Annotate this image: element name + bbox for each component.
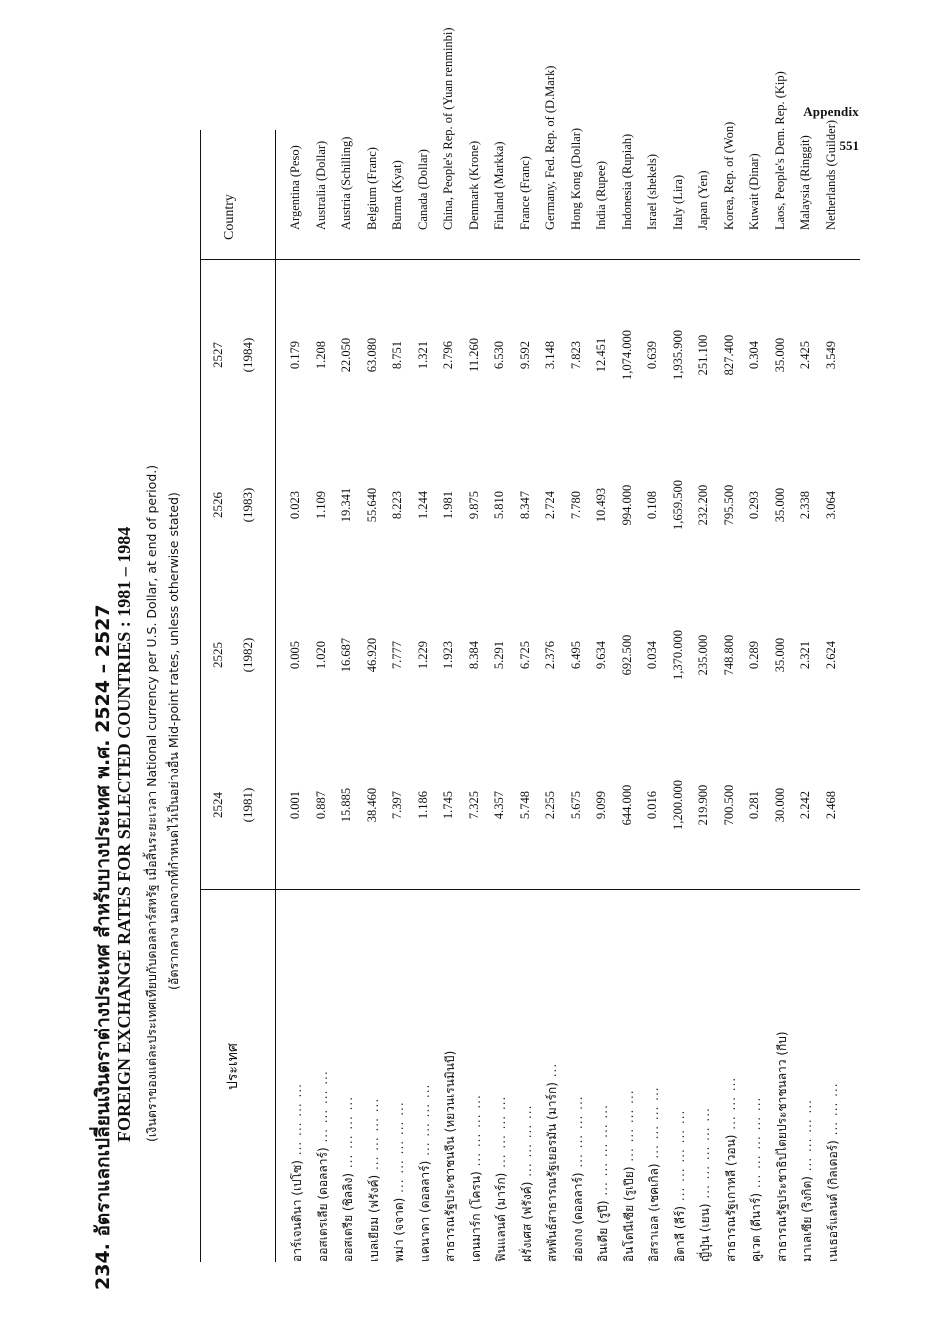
country-name-english: India (Rupee)	[594, 160, 608, 230]
rate-value: 8.384	[466, 640, 481, 670]
table-row	[747, 130, 773, 1262]
rate-value: 1.109	[313, 490, 328, 520]
table-row	[594, 130, 620, 1262]
country-name-thai	[824, 892, 843, 1262]
country-name-english: Belgium (Franc)	[364, 147, 379, 230]
rate-value: 7.780	[568, 490, 583, 520]
leader-dots: ... ... ... ...	[800, 1099, 814, 1177]
rate-value: 2.338	[798, 490, 812, 520]
rate-value: 748.800	[721, 634, 736, 676]
leader-dots: ... ... ... ...	[519, 1104, 534, 1182]
leader-dots: ... ... ... ...	[468, 1094, 483, 1172]
country-name-thai-text: เบลเยียม (ฟรังค์)	[366, 1174, 381, 1262]
rate-value: 2.321	[798, 640, 812, 670]
country-name-thai-text: ญี่ปุ่น (เยน)	[698, 1203, 712, 1262]
leader-dots: ... ... ... ...	[417, 1083, 432, 1161]
table-row	[518, 130, 544, 1262]
rate-value: 7.823	[568, 340, 583, 370]
country-name-thai-text: มาเลเซีย (ริงกิต)	[800, 1176, 814, 1262]
rate-value: 35.000	[772, 487, 787, 523]
country-name-english: Kuwait (Dinar)	[747, 153, 761, 230]
leader-dots: ... ... ... ...	[341, 1095, 355, 1173]
country-name-thai-text: พม่า (จจาด)	[392, 1197, 406, 1262]
rate-value: 7.325	[466, 790, 481, 820]
table-row	[314, 130, 340, 1262]
rate-value: 10.493	[594, 487, 608, 523]
country-name-thai	[467, 892, 486, 1262]
table-row	[467, 130, 493, 1262]
rate-value: 0.293	[747, 490, 761, 520]
table-row	[365, 130, 391, 1262]
rate-value: 7.397	[390, 790, 404, 820]
year-buddhist-era: 2525	[210, 642, 225, 668]
table-row	[390, 130, 416, 1262]
country-name-english: Burma (Kyat)	[390, 160, 404, 230]
rate-value: 9.099	[594, 790, 608, 820]
rate-value: 30.000	[772, 787, 787, 823]
table-row	[721, 121, 748, 1262]
table-row	[823, 119, 850, 1262]
rate-value: 1,074.000	[619, 330, 634, 380]
rate-value: 6.495	[568, 640, 583, 670]
leader-dots: ... ... ... ...	[494, 1095, 508, 1173]
rate-value: 35.000	[772, 637, 787, 673]
country-name-thai	[314, 892, 333, 1262]
table-header-rule	[275, 130, 276, 1262]
country-name-thai	[518, 892, 537, 1262]
country-name-thai	[288, 892, 307, 1262]
rate-value: 0.639	[645, 340, 659, 370]
table-row	[772, 71, 799, 1262]
country-name-english: Hong Kong (Dollar)	[568, 127, 583, 230]
table-row	[288, 130, 314, 1262]
table-row	[339, 130, 365, 1262]
leader-dots: ... ... ... ...	[570, 1095, 585, 1173]
rate-value: 0.289	[747, 640, 761, 670]
leader-dots: ... ... ... ... ...	[596, 1104, 610, 1201]
rate-value: 5.675	[568, 790, 583, 820]
country-name-english: Finland (Markka)	[492, 141, 506, 230]
rate-value: 692.500	[619, 634, 634, 676]
leader-dots: ... ... ... ...	[647, 1086, 661, 1164]
country-name-thai-text: อาร์เจนตินา (เปโซ)	[290, 1160, 304, 1262]
rate-value: 4.357	[492, 790, 506, 820]
rate-value: 9.592	[517, 340, 532, 370]
rate-value: 2.796	[441, 340, 455, 370]
country-name-english: Laos, People's Dem. Rep. (Kip)	[772, 71, 787, 230]
country-name-english: Japan (Yen)	[696, 170, 710, 230]
country-name-thai	[696, 892, 715, 1262]
country-name-english: China, People's Rep. of (Yuan renminbi)	[441, 27, 455, 230]
rate-value: 55.640	[364, 487, 379, 523]
country-name-thai	[543, 892, 562, 1262]
rate-value: 5.291	[492, 640, 506, 670]
rate-value: 0.179	[288, 340, 302, 370]
country-name-thai	[671, 892, 690, 1262]
country-name-thai	[365, 892, 384, 1262]
rate-value: 1.208	[313, 340, 328, 370]
english-title: FOREIGN EXCHANGE RATES FOR SELECTED COUNTRIES : 1981 – 1984	[114, 526, 134, 1142]
table-row	[798, 130, 824, 1262]
rate-value: 0.016	[645, 790, 659, 820]
country-name-thai-text: ฝรั่งเศส (ฟรังค์)	[519, 1181, 534, 1262]
rate-value: 1,200.000	[670, 780, 685, 830]
country-name-english: Denmark (Krone)	[466, 140, 481, 230]
country-name-english: France (Franc)	[517, 156, 532, 230]
rate-value: 5.810	[492, 490, 506, 520]
country-name-thai-text: ออสเตรีย (ชิลลิง)	[341, 1173, 355, 1262]
rate-value: 251.100	[696, 334, 710, 376]
year-buddhist-era: 2527	[210, 342, 225, 368]
rate-value: 1.981	[441, 490, 455, 520]
country-name-thai	[416, 892, 435, 1262]
column-header-country-thai: ประเทศ	[225, 1043, 241, 1090]
country-name-thai-text: สาธารณรัฐประชาธิปไตยประชาชนลาว (กีบ)	[774, 1031, 789, 1262]
country-name-thai-text: เดนมาร์ก (โครน)	[468, 1171, 483, 1262]
table-row	[492, 130, 518, 1262]
leader-dots: ...	[545, 1062, 559, 1083]
rate-value: 19.341	[339, 487, 353, 523]
country-name-english: Malaysia (Ringgit)	[798, 135, 812, 230]
country-name-thai-text: อินเดีย (รูปี)	[596, 1200, 610, 1262]
rate-value: 1.745	[441, 790, 455, 820]
rate-value: 1.229	[415, 640, 430, 670]
rate-value: 22.050	[339, 337, 353, 373]
rate-value: 3.148	[543, 340, 557, 370]
subtitle-rate-note: (อัตรากลาง นอกจากที่กำหนดไว้เป็นอย่างอื่น Mid-point rates, unless otherwise stated)	[166, 492, 181, 990]
rate-value: 1,659.500	[670, 480, 685, 530]
country-name-thai-text: ฮ่องกง (ดอลลาร์)	[570, 1172, 585, 1262]
year-buddhist-era: 2524	[210, 792, 225, 818]
country-name-thai-text: คูเวต (ดีนาร์)	[749, 1192, 763, 1262]
country-name-thai	[722, 892, 741, 1262]
rate-value: 0.281	[747, 790, 761, 820]
country-name-thai-text: สาธารณรัฐประชาชนจีน (หยวนเรนมินบี)	[443, 1050, 457, 1262]
country-name-thai-text: อินโดนีเซีย (รูเปีย)	[621, 1166, 636, 1262]
rate-value: 9.875	[466, 490, 481, 520]
country-name-thai	[773, 892, 792, 1262]
rate-value: 700.500	[721, 784, 736, 826]
rate-value: 2.468	[823, 790, 838, 820]
rate-value: 644.000	[619, 784, 634, 826]
table-row	[645, 130, 671, 1262]
year-common-era: (1984)	[240, 337, 255, 373]
rate-value: 6.530	[492, 340, 506, 370]
rate-value: 795.500	[721, 484, 736, 526]
rate-value: 16.687	[339, 637, 353, 673]
country-name-english: Germany, Fed. Rep. of (D.Mark)	[543, 65, 557, 230]
year-buddhist-era: 2526	[210, 492, 225, 518]
leader-dots: ... ... ... ... ...	[698, 1107, 712, 1204]
rate-value: 0.005	[288, 640, 302, 670]
rate-value: 3.064	[823, 490, 838, 520]
year-common-era: (1983)	[240, 487, 255, 523]
country-name-thai	[798, 892, 817, 1262]
country-name-thai-text: สาธารณรัฐเกาหลี (วอน)	[723, 1134, 738, 1262]
country-name-english: Korea, Rep. of (Won)	[721, 121, 736, 230]
table-row	[671, 130, 697, 1262]
rate-value: 11.260	[466, 338, 481, 372]
country-name-thai-text: เนเธอร์แลนด์ (กิลเดอร์)	[825, 1140, 840, 1262]
rate-value: 0.023	[288, 490, 302, 520]
rate-value: 12.451	[594, 337, 608, 373]
year-common-era: (1982)	[240, 637, 255, 673]
table-row	[696, 130, 722, 1262]
country-name-english: Australia (Dollar)	[313, 140, 328, 230]
country-name-thai	[441, 892, 460, 1262]
table-row	[416, 130, 442, 1262]
rate-value: 0.304	[747, 340, 761, 370]
column-header-country-english: Country	[222, 194, 237, 240]
country-name-thai	[390, 892, 409, 1262]
subtitle-currency-note: (เงินตราของแต่ละประเทศเทียบกับดอลลาร์สหรัฐ เมื่อสิ้นระยะเวลา National currency per U.S. Dollar, at end of period.)	[144, 464, 159, 1142]
country-name-english: Canada (Dollar)	[415, 149, 430, 230]
table-row	[441, 27, 467, 1262]
rate-value: 1,935.900	[670, 330, 685, 380]
rate-value: 38.460	[364, 787, 379, 823]
rate-value: 3.549	[823, 340, 838, 370]
rate-value: 2.376	[543, 640, 557, 670]
table-row	[543, 65, 569, 1262]
leader-dots: ... ... ... ...	[290, 1083, 304, 1161]
rate-value: 35.000	[772, 337, 787, 373]
country-name-thai-text: ฟินแลนด์ (มาร์ก)	[494, 1172, 508, 1262]
rate-value: 219.900	[696, 784, 710, 826]
leader-dots: ... ... ... ... ...	[392, 1101, 406, 1198]
rate-value: 2.255	[543, 790, 557, 820]
table-top-rule	[200, 130, 201, 1262]
table-row	[568, 127, 595, 1262]
rate-value: 46.920	[364, 637, 379, 673]
country-name-thai-text: อิสราเอล (เชคเกิล)	[647, 1163, 661, 1262]
country-name-english: Israel (shekels)	[645, 153, 659, 230]
country-name-thai-text: แคนาดา (ดอลลาร์)	[417, 1160, 432, 1262]
country-name-thai	[492, 892, 511, 1262]
rate-value: 0.001	[288, 790, 302, 820]
rate-value: 2.425	[798, 340, 812, 370]
leader-dots: ... ... ... ...	[621, 1089, 636, 1167]
country-name-thai-text: อิตาลี (ลีร์)	[672, 1205, 687, 1262]
rate-value: 0.034	[645, 640, 659, 670]
rate-value: 1.923	[441, 640, 455, 670]
rate-value: 0.108	[645, 490, 659, 520]
table-row	[620, 130, 646, 1262]
country-name-english: Indonesia (Rupiah)	[619, 133, 634, 230]
country-name-english: Argentina (Peso)	[288, 145, 302, 230]
rate-value: 8.751	[390, 340, 404, 370]
rate-value: 1.186	[415, 790, 430, 820]
year-common-era: (1981)	[240, 787, 255, 823]
rate-value: 2.624	[823, 640, 838, 670]
rate-value: 1.244	[415, 490, 430, 520]
rate-value: 8.347	[517, 490, 532, 520]
rate-value: 994.000	[619, 484, 634, 526]
country-name-thai	[620, 892, 639, 1262]
country-name-thai	[594, 892, 613, 1262]
page-number: 551	[839, 138, 859, 153]
country-name-english: Austria (Schilling)	[339, 136, 353, 230]
country-name-thai	[339, 892, 358, 1262]
thai-title: 234. อัตราแลกเปลี่ยนเงินตราต่างประเทศ สำหรับบางประเทศ พ.ศ. 2524 – 2527	[92, 604, 114, 1290]
rate-value: 235.000	[696, 634, 710, 676]
appendix-label: Appendix	[803, 104, 859, 119]
rate-value: 63.080	[364, 337, 379, 373]
rate-value: 827.400	[721, 334, 736, 376]
leader-dots: ... ... ... ... ...	[672, 1109, 687, 1206]
rate-value: 7.777	[390, 640, 404, 670]
rate-value: 2.724	[543, 490, 557, 520]
country-name-english: Netherlands (Guilder)	[823, 119, 838, 230]
country-name-thai	[747, 892, 766, 1262]
country-name-thai	[645, 892, 664, 1262]
leader-dots: ... ... ...	[723, 1076, 738, 1135]
rate-value: 0.887	[313, 790, 328, 820]
leader-dots: ... ... ... ...	[366, 1097, 381, 1175]
country-name-thai-text: สหพันธ์สาธารณรัฐเยอรมัน (มาร์ก)	[545, 1082, 559, 1262]
country-name-thai	[569, 892, 588, 1262]
leader-dots: ... ... ... ...	[315, 1070, 330, 1148]
country-name-thai-text: ออสเตรเลีย (ดอลลาร์)	[315, 1147, 330, 1262]
rate-value: 1.321	[415, 340, 430, 370]
leader-dots: ... ... ... ... ...	[749, 1096, 763, 1193]
rate-value: 6.725	[517, 640, 532, 670]
rate-value: 8.223	[390, 490, 404, 520]
rate-value: 5.748	[517, 790, 532, 820]
country-name-english: Italy (Lira)	[670, 174, 685, 230]
rate-value: 232.200	[696, 484, 710, 526]
rate-value: 9.634	[594, 640, 608, 670]
rate-value: 15.885	[339, 787, 353, 823]
rate-value: 1,370.000	[670, 630, 685, 680]
leader-dots: ... ... ...	[825, 1082, 840, 1141]
rate-value: 1.020	[313, 640, 328, 670]
rate-value: 2.242	[798, 790, 812, 820]
